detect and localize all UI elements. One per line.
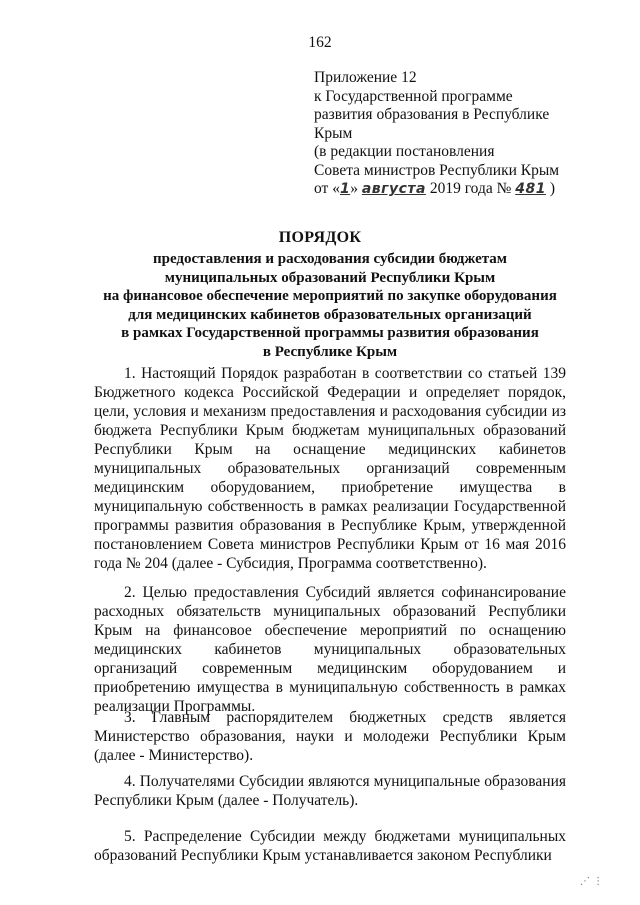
document-title: ПОРЯДОК — [278, 229, 362, 246]
paragraph-1: 1. Настоящий Порядок разработан в соответствии со статьей 139 Бюджетного кодекса Российской Федерации и определяет порядок, цели, условия и механизм предоставления и расходования субсидии из бюджета Республики Крым бюджетам муниципальных образований Республики Крым на оснащение медицинских кабинетов муниципальных образовательных организаций современным медицинским оборудованием, приобретение имущества в муниципальную собственность в рамках реализации Государственной программы развития образования в Республике Крым, утвержденной постановлением Совета министров Республики Крым от 16 мая 2016 года № 204 (далее - Субсидия, Программа соответственно). — [94, 365, 566, 572]
handwritten-day: 1 — [339, 181, 351, 197]
scan-mark: ⋰ ⋮ — [580, 876, 604, 887]
appendix-line: Приложение 12 — [314, 69, 417, 86]
paragraph-5: 5. Распределение Субсидии между бюджетами муниципальных образований Республики Крым устанавливается законом Республики — [94, 828, 566, 864]
appendix-line: развития образования в Республике — [314, 106, 550, 123]
paragraph-4: 4. Получателями Субсидии являются муниципальные образования Республики Крым (далее - Получатель). — [94, 773, 566, 809]
handwritten-month: августа — [361, 181, 426, 197]
subtitle-line: для медицинских кабинетов образовательных организаций — [128, 306, 532, 323]
date-year: 2019 года № — [429, 180, 512, 197]
handwritten-number: 481 — [515, 181, 547, 197]
appendix-line: Крым — [314, 124, 353, 142]
appendix-line: (в редакции постановления — [314, 143, 495, 160]
subtitle-line: в Республике Крым — [262, 343, 398, 360]
date-prefix: от « — [314, 180, 340, 197]
date-suffix: ) — [549, 180, 556, 197]
page-number: 162 — [308, 34, 332, 51]
paragraph-2: 2. Целью предоставления Субсидий является софинансирование расходных обязательств муниципальных образований Республики Крым на финансовое обеспечение мероприятий по оснащению медицинских кабинетов муниципальных образовательных организаций современным медицинским оборудованием и приобретению имущества в муниципальную собственность в рамках реализации Программы. — [94, 584, 566, 715]
appendix-header — [314, 69, 614, 199]
subtitle-line: в рамках Государственной программы развития образования — [121, 325, 539, 341]
appendix-date-line — [314, 180, 614, 199]
appendix-line: к Государственной программе — [314, 87, 513, 105]
subtitle-line: предоставления и расходования субсидии бюджетам — [152, 251, 507, 267]
paragraph-3: 3. Главным распорядителем бюджетных средств является Министерство образования, науки и молодежи Республики Крым (далее - Министерство). — [94, 709, 566, 764]
subtitle-line: муниципальных образований Республики Крым — [164, 269, 496, 286]
date-mid: » — [350, 180, 358, 197]
subtitle-line: на финансовое обеспечение мероприятий по закупке оборудования — [103, 288, 557, 304]
document-subtitle — [80, 250, 580, 361]
appendix-line: Совета министров Республики Крым — [314, 161, 560, 179]
